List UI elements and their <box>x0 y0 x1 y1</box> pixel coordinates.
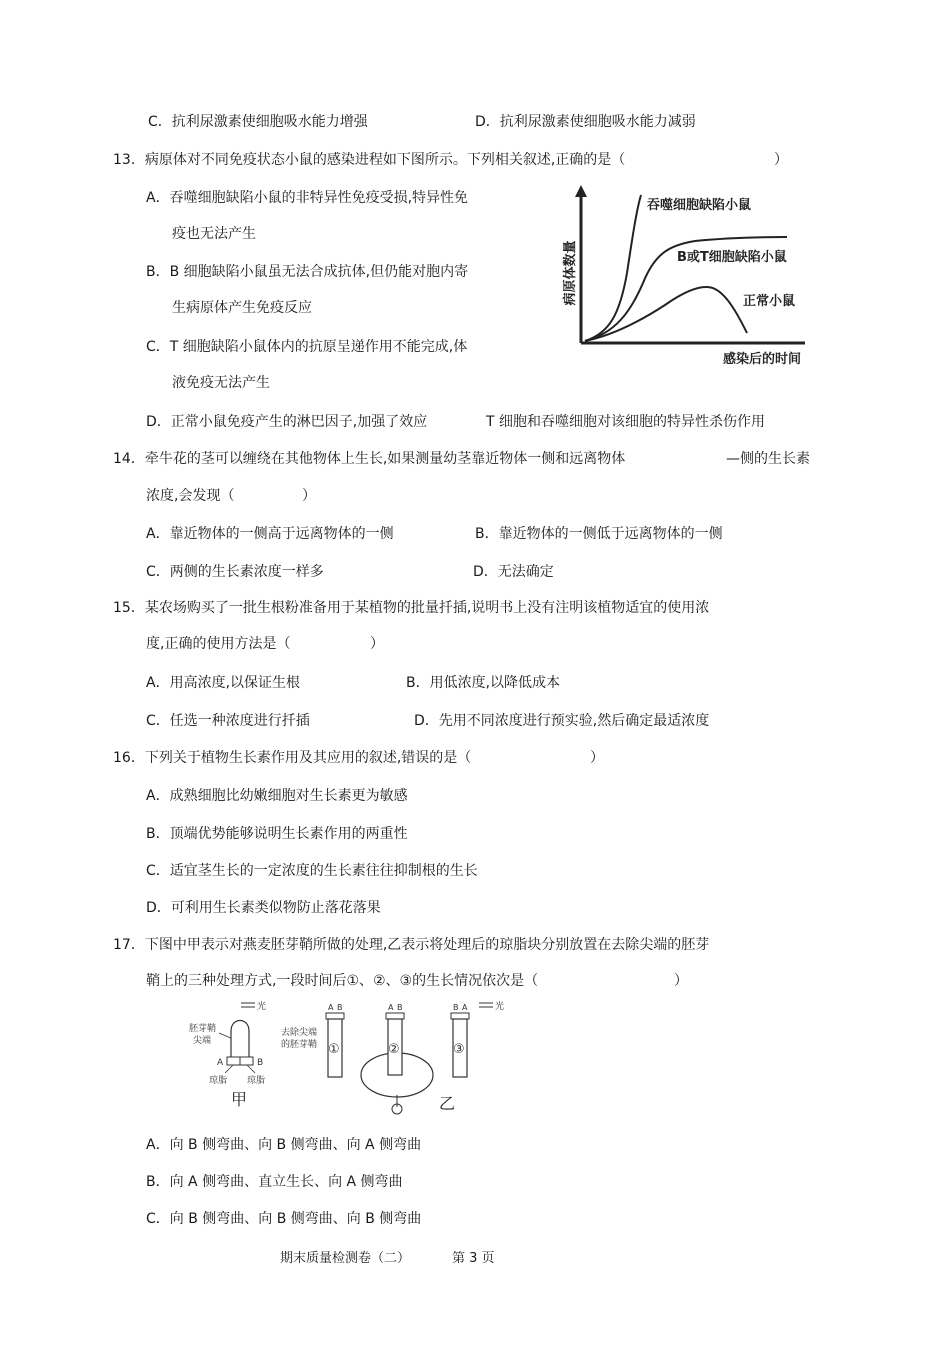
curve-label-b-or-t: B或T细胞缺陷小鼠 <box>677 250 787 265</box>
jia-side-a: A <box>217 1058 224 1068</box>
q13-option-a-line1: A．吞噬细胞缺陷小鼠的非特异性免疫受损,特异性免 <box>146 190 469 206</box>
curve-label-normal: 正常小鼠 <box>743 294 796 309</box>
coleoptile1-side-a: A <box>328 1003 334 1012</box>
light-label-left: 光 <box>257 1002 267 1012</box>
q16-option-a: A．成熟细胞比幼嫩细胞对生长素更为敏感 <box>146 788 408 804</box>
q17-stem-line1: 17．下图中甲表示对燕麦胚芽鞘所做的处理,乙表示将处理后的琼脂块分别放置在去除尖端的胚芽 <box>113 937 710 953</box>
agar-label-right: 琼脂 <box>247 1076 266 1086</box>
tip-label-1: 胚芽鞘 <box>189 1024 217 1034</box>
q15-option-d: D．先用不同浓度进行预实验,然后确定最适浓度 <box>414 713 710 729</box>
q13-option-a-line2: 疫也无法产生 <box>172 226 256 242</box>
figure-yi <box>281 1000 504 1114</box>
q15-option-b: B．用低浓度,以降低成本 <box>406 675 561 691</box>
q13-option-c-line2: 液免疫无法产生 <box>172 375 270 391</box>
q14-stem-line2: 浓度,会发现（ <box>146 488 235 504</box>
q13-option-d-part1: D．正常小鼠免疫产生的淋巴因子,加强了效应 <box>146 414 428 430</box>
q16-stem: 16．下列关于植物生长素作用及其应用的叙述,错误的是（ <box>113 750 472 766</box>
q14-stem-line1: 14．牵牛花的茎可以缠绕在其他物体上生长,如果测量幼茎靠近物体一侧和远离物体 <box>113 451 626 467</box>
coleoptile3-number: ③ <box>453 1042 465 1057</box>
jia-label: 甲 <box>231 1090 248 1109</box>
q15-stem-line2: 度,正确的使用方法是（ <box>146 636 291 652</box>
coleoptile2-agar <box>386 1013 404 1019</box>
page-number: 第 3 页 <box>452 1251 495 1266</box>
q14-option-d: D．无法确定 <box>473 564 554 580</box>
chart-y-label: 病原体数量 <box>563 240 578 306</box>
q16-option-c: C．适宜茎生长的一定浓度的生长素往往抑制根的生长 <box>146 863 478 879</box>
coleoptile3-agar <box>451 1013 469 1019</box>
coleoptile1-side-b: B <box>337 1003 343 1012</box>
q14-option-c: C．两侧的生长素浓度一样多 <box>146 564 324 580</box>
tip-label-2: 尖端 <box>193 1036 212 1046</box>
q17-stem-line2: 鞘上的三种处理方式,一段时间后①、②、③的生长情况依次是（ <box>146 973 539 989</box>
coleoptile2-number: ② <box>388 1042 400 1057</box>
chart-x-label: 感染后的时间 <box>722 352 801 367</box>
q17-option-c: C．向 B 侧弯曲、向 B 侧弯曲、向 B 侧弯曲 <box>146 1211 422 1227</box>
q16-option-d: D．可利用生长素类似物防止落花落果 <box>146 900 381 916</box>
coleoptile3-side-a: A <box>462 1003 468 1012</box>
q14-option-a: A．靠近物体的一侧高于远离物体的一侧 <box>146 526 394 542</box>
coleoptile-figure <box>185 995 515 1120</box>
cut-label-2: 的胚芽鞘 <box>281 1040 318 1050</box>
q14-stem-line1-end: —侧的生长素 <box>726 451 810 467</box>
q16-paren-close: ） <box>590 750 604 766</box>
q13-option-b-line1: B．B 细胞缺陷小鼠虽无法合成抗体,但仍能对胞内寄 <box>146 264 469 280</box>
curve-label-phagocyte: 吞噬细胞缺陷小鼠 <box>647 198 752 213</box>
light-label-right: 光 <box>495 1002 505 1012</box>
q17-option-a: A．向 B 侧弯曲、向 B 侧弯曲、向 A 侧弯曲 <box>146 1137 422 1153</box>
q14-paren-close: ） <box>302 488 316 504</box>
agar-label-left: 琼脂 <box>209 1076 228 1086</box>
q12-option-d: D．抗利尿激素使细胞吸水能力减弱 <box>475 114 696 130</box>
coleoptile1-number: ① <box>328 1042 340 1057</box>
coleoptile3-side-b: B <box>453 1003 459 1012</box>
agar-block-a <box>227 1057 240 1065</box>
q13-stem: 13．病原体对不同免疫状态小鼠的感染进程如下图所示。下列相关叙述,正确的是（ <box>113 152 626 168</box>
q13-option-d-part2: T 细胞和吞噬细胞对该细胞的特异性杀伤作用 <box>486 414 766 430</box>
footer-title: 期末质量检测卷（二） <box>280 1251 411 1266</box>
coleoptile2-side-a: A <box>388 1003 394 1012</box>
q16-option-b: B．顶端优势能够说明生长素作用的两重性 <box>146 826 408 842</box>
q13-option-b-line2: 生病原体产生免疫反应 <box>172 300 312 316</box>
cut-label-1: 去除尖端 <box>281 1028 318 1038</box>
q13-option-c-line1: C．T 细胞缺陷小鼠体内的抗原呈递作用不能完成,体 <box>146 339 468 355</box>
q15-stem-line1: 15．某农场购买了一批生根粉准备用于某植物的批量扦插,说明书上没有注明该植物适宜的使用浓 <box>113 600 710 616</box>
q17-option-b: B．向 A 侧弯曲、直立生长、向 A 侧弯曲 <box>146 1174 403 1190</box>
coleoptile-tip <box>231 1021 249 1058</box>
q13-paren-close: ） <box>774 152 788 168</box>
jia-side-b: B <box>257 1058 264 1068</box>
coleoptile2-side-b: B <box>397 1003 403 1012</box>
figure-jia <box>189 1000 266 1109</box>
q15-option-a: A．用高浓度,以保证生根 <box>146 675 301 691</box>
q15-paren-close: ） <box>370 636 384 652</box>
q15-option-c: C．任选一种浓度进行扦插 <box>146 713 310 729</box>
q17-paren-close: ） <box>674 973 688 989</box>
coleoptile1-agar <box>326 1013 344 1019</box>
agar-block-b <box>240 1057 253 1065</box>
q12-option-c: C．抗利尿激素使细胞吸水能力增强 <box>148 114 368 130</box>
q14-option-b: B．靠近物体的一侧低于远离物体的一侧 <box>475 526 723 542</box>
yi-label: 乙 <box>439 1094 456 1113</box>
infection-chart <box>555 183 815 375</box>
